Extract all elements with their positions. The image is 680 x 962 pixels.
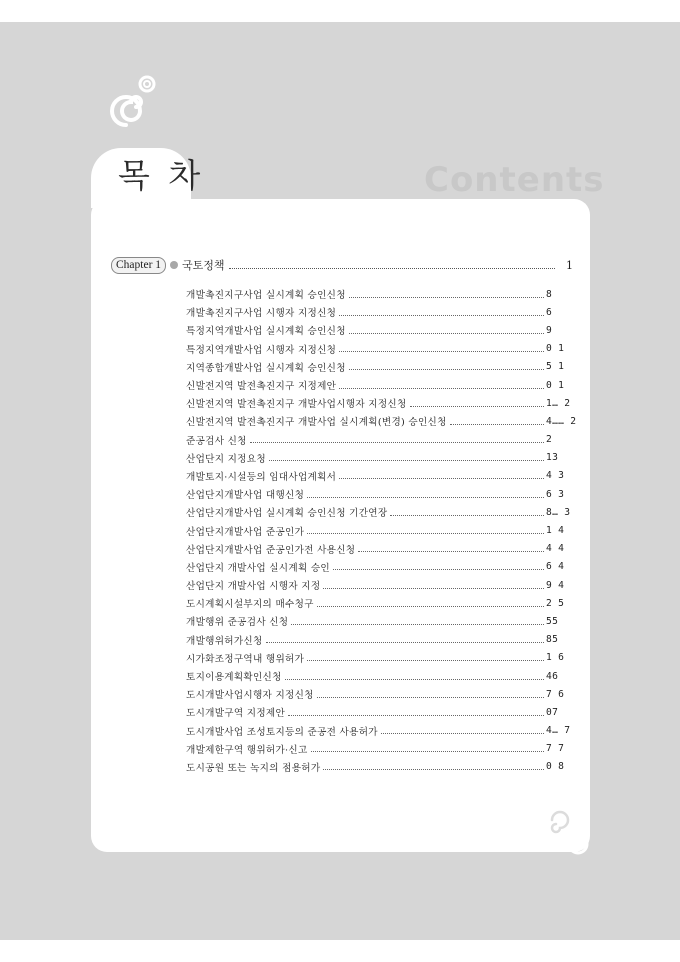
chapter-label: Chapter 1 — [111, 257, 166, 274]
toc-entry-page: 9 — [546, 324, 553, 336]
toc-entry-title: 신발전지역 발전촉진지구 개발사업 실시계획(변경) 승인신청 — [186, 417, 447, 429]
dot-leader — [339, 351, 544, 352]
toc-entry[interactable] — [186, 612, 590, 630]
toc-entry-page: 2 5 — [546, 597, 565, 609]
corner-ornament-icon — [540, 800, 600, 860]
toc-entry[interactable] — [186, 685, 590, 703]
toc-entry-page: 6 — [546, 306, 553, 318]
toc-entry-page: 6 3 — [546, 488, 565, 500]
toc-entry[interactable] — [186, 394, 590, 412]
chapter-heading[interactable] — [111, 256, 581, 274]
dot-leader — [307, 660, 544, 661]
toc-entry-title: 도시개발구역 지정제안 — [186, 708, 286, 720]
dot-leader — [317, 697, 544, 698]
toc-entry-page: 0 8 — [546, 761, 565, 773]
toc-entry-title: 도시공원 또는 녹지의 점용허가 — [186, 762, 321, 774]
dot-leader — [333, 569, 544, 570]
toc-entry-page: 4 4 — [546, 543, 565, 555]
toc-entry[interactable] — [186, 594, 590, 612]
toc-entry-page: 8… 3 — [546, 506, 571, 518]
toc-entry[interactable] — [186, 703, 590, 721]
dot-leader — [323, 769, 544, 770]
toc-entry[interactable] — [186, 285, 590, 303]
toc-entry[interactable] — [186, 667, 590, 685]
toc-entry-page: 46 — [546, 670, 559, 682]
toc-entry-title: 개발촉진지구사업 시행자 지정신청 — [186, 308, 337, 320]
dot-leader — [450, 424, 544, 425]
dot-leader — [339, 315, 544, 316]
toc-entry[interactable] — [186, 521, 590, 539]
dot-leader — [410, 406, 544, 407]
spiral-ornament-icon — [104, 73, 174, 143]
dot-leader — [390, 515, 544, 516]
chapter-page: 1 — [566, 258, 573, 272]
toc-entry-title: 도시계획시설부지의 매수청구 — [186, 599, 314, 611]
toc-entry-title: 산업단지개발사업 대행신청 — [186, 490, 305, 502]
dot-leader — [266, 642, 544, 643]
dot-leader — [250, 442, 544, 443]
dot-leader — [269, 460, 544, 461]
toc-entry-title: 개발행위허가신청 — [186, 635, 263, 647]
dot-leader — [323, 588, 544, 589]
toc-entry-title: 도시개발사업 조성토지등의 준공전 사용허가 — [186, 726, 378, 738]
dot-leader — [311, 751, 544, 752]
toc-entry[interactable] — [186, 558, 590, 576]
toc-entry[interactable] — [186, 740, 590, 758]
toc-entry-title: 신발전지역 발전촉진지구 지정제안 — [186, 381, 337, 393]
toc-entry[interactable] — [186, 321, 590, 339]
toc-entry-page: 7 7 — [546, 743, 565, 755]
toc-entry-page: 6 4 — [546, 561, 565, 573]
dot-leader — [349, 297, 544, 298]
toc-entry[interactable] — [186, 722, 590, 740]
toc-entry-title: 토지이용계획확인신청 — [186, 672, 282, 684]
toc-entry[interactable] — [186, 467, 590, 485]
toc-entry[interactable] — [186, 303, 590, 321]
toc-entry[interactable] — [186, 376, 590, 394]
toc-entry[interactable] — [186, 449, 590, 467]
dot-leader — [288, 715, 544, 716]
toc-entry-page: 4… 7 — [546, 725, 571, 737]
toc-entry[interactable] — [186, 503, 590, 521]
dot-leader — [349, 333, 544, 334]
toc-entry-title: 개발제한구역 행위허가·신고 — [186, 744, 308, 756]
toc-entry[interactable] — [186, 485, 590, 503]
toc-entry-title: 도시개발사업시행자 지정신청 — [186, 690, 314, 702]
toc-entry-page: 13 — [546, 452, 559, 464]
toc-entry-title: 산업단지 개발사업 시행자 지정 — [186, 581, 321, 593]
dot-leader — [339, 388, 544, 389]
toc-entry-title: 개발행위 준공검사 신청 — [186, 617, 289, 629]
toc-entry[interactable] — [186, 358, 590, 376]
dot-leader — [307, 533, 544, 534]
toc-entry-page: 8 — [546, 288, 553, 300]
dot-leader — [285, 679, 544, 680]
toc-entry-page: 1 6 — [546, 652, 565, 664]
page-title-english: Contents — [424, 160, 605, 200]
toc-entry-title: 개발촉진지구사업 실시계획 승인신청 — [186, 290, 346, 302]
toc-entry-page: 85 — [546, 634, 559, 646]
toc-entry-title: 시가화조정구역내 행위허가 — [186, 653, 305, 665]
dot-leader — [381, 733, 544, 734]
toc-entry-page: 9 4 — [546, 579, 565, 591]
toc-entry[interactable] — [186, 631, 590, 649]
toc-entry-page: 55 — [546, 615, 559, 627]
toc-entry-title: 산업단지 개발사업 실시계획 승인 — [186, 562, 330, 574]
toc-entry-page: 5 1 — [546, 361, 565, 373]
toc-entry-page: 4 3 — [546, 470, 565, 482]
toc-entry[interactable] — [186, 758, 590, 776]
toc-entry-title: 특정지역개발사업 시행자 지정신청 — [186, 344, 337, 356]
toc-entry-title: 지역종합개발사업 실시계획 승인신청 — [186, 362, 346, 374]
page-title: 목 차 — [118, 156, 205, 195]
toc-entry-page: 7 6 — [546, 688, 565, 700]
dot-leader — [339, 478, 544, 479]
toc-entry[interactable] — [186, 540, 590, 558]
toc-entry-page: 4…… 2 — [546, 415, 577, 427]
toc-entry-title: 준공검사 신청 — [186, 435, 247, 447]
toc-list — [186, 285, 590, 776]
dot-leader — [229, 268, 555, 269]
toc-entry[interactable] — [186, 431, 590, 449]
dot-leader — [307, 497, 544, 498]
toc-entry[interactable] — [186, 649, 590, 667]
toc-entry-page: 07 — [546, 706, 559, 718]
dot-leader — [358, 551, 544, 552]
toc-entry-title: 산업단지개발사업 준공인가전 사용신청 — [186, 544, 356, 556]
toc-entry-page: 1 4 — [546, 525, 565, 537]
bullet-dot-icon — [170, 261, 178, 269]
toc-entry[interactable] — [186, 412, 590, 430]
toc-entry-page: 0 1 — [546, 379, 565, 391]
toc-entry[interactable] — [186, 576, 590, 594]
toc-entry-title: 신발전지역 발전촉진지구 개발사업시행자 지정신청 — [186, 399, 407, 411]
dot-leader — [349, 369, 544, 370]
toc-entry[interactable] — [186, 340, 590, 358]
toc-entry-title: 산업단지개발사업 실시계획 승인신청 기간연장 — [186, 508, 388, 520]
toc-entry-title: 산업단지개발사업 준공인가 — [186, 526, 305, 538]
dot-leader — [317, 606, 544, 607]
toc-entry-page: 0 1 — [546, 343, 565, 355]
toc-entry-title: 특정지역개발사업 실시계획 승인신청 — [186, 326, 346, 338]
toc-entry-page: 1… 2 — [546, 397, 571, 409]
chapter-title: 국토정책 — [182, 259, 225, 272]
toc-entry-title: 산업단지 지정요청 — [186, 453, 266, 465]
toc-entry-title: 개발토지·시설등의 임대사업계획서 — [186, 471, 337, 483]
dot-leader — [291, 624, 544, 625]
toc-entry-page: 2 — [546, 434, 553, 446]
